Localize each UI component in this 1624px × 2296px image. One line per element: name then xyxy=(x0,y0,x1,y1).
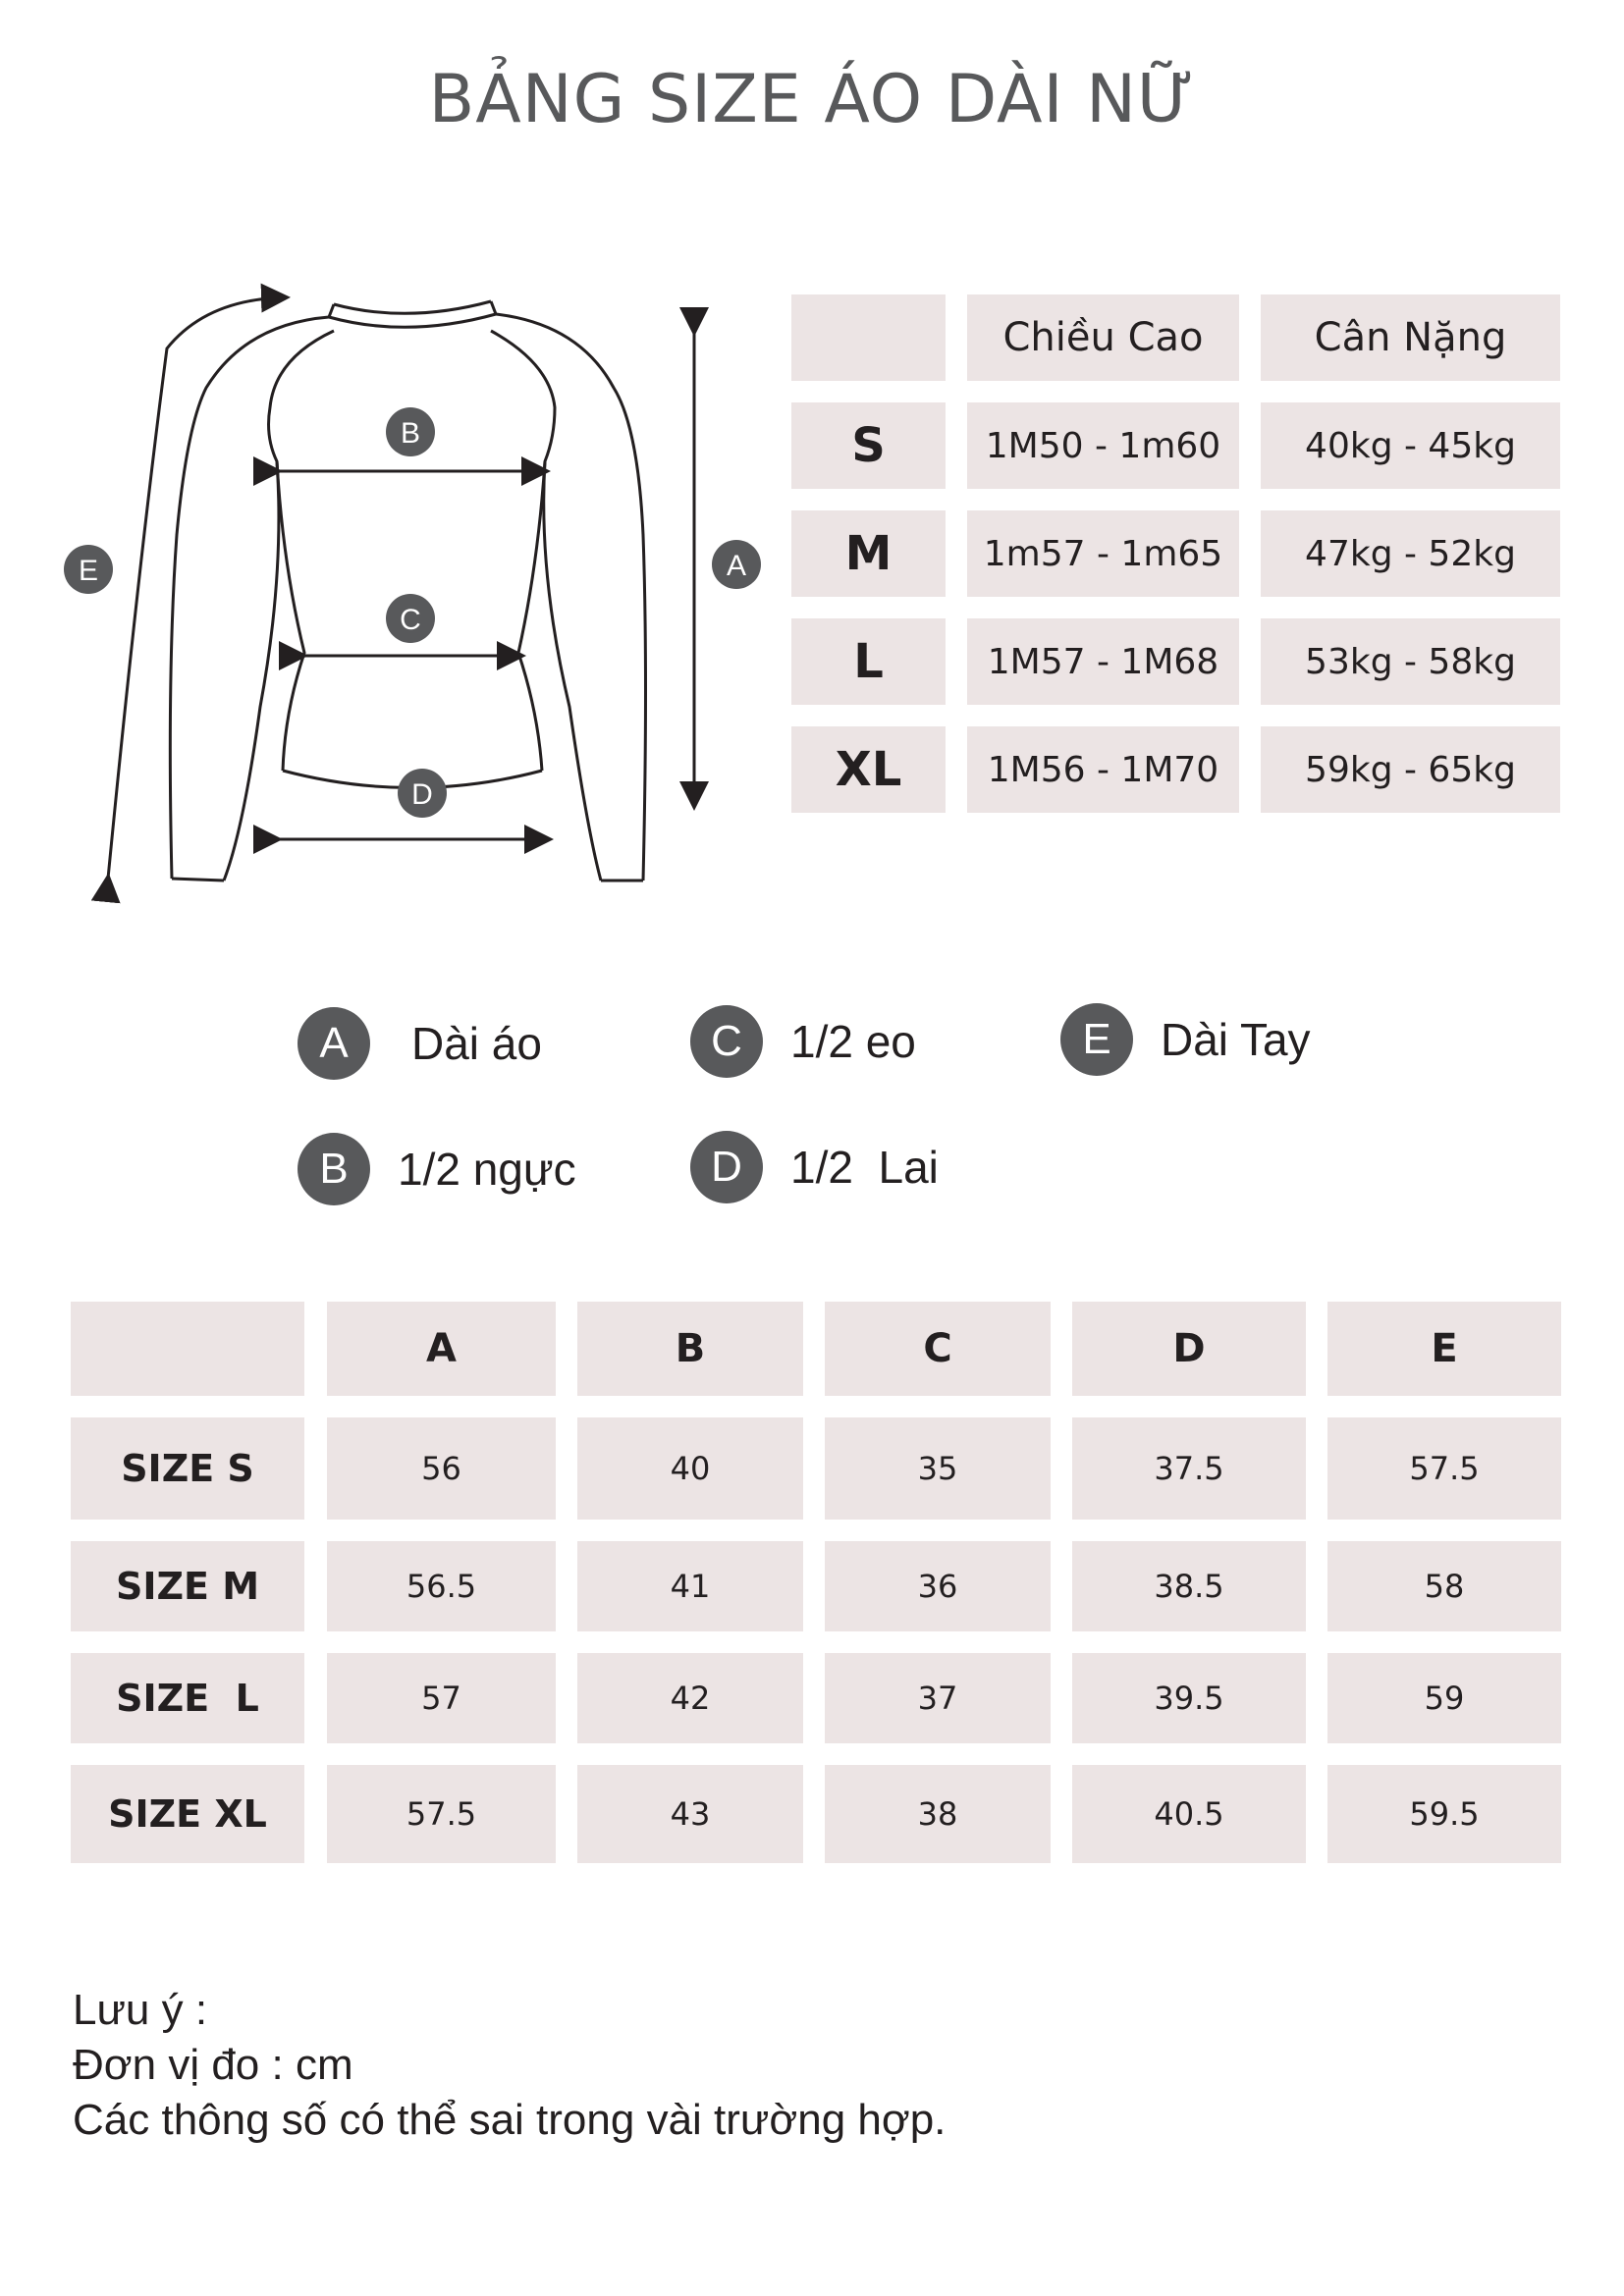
measure-header-empty xyxy=(71,1302,304,1396)
measure-row-l-a: 57 xyxy=(327,1653,556,1743)
size-row-s-label: S xyxy=(791,402,946,489)
size-table-header-weight: Cân Nặng xyxy=(1261,294,1560,381)
size-row-m-weight: 47kg - 52kg xyxy=(1261,510,1560,597)
page-title: BẢNG SIZE ÁO DÀI NỮ xyxy=(428,61,1196,138)
size-row-xl-weight: 59kg - 65kg xyxy=(1261,726,1560,813)
svg-text:A: A xyxy=(726,550,747,582)
size-table-header-height: Chiều Cao xyxy=(967,294,1239,381)
note-disclaimer: Các thông số có thể sai trong vài trường hợp. xyxy=(73,2096,947,2144)
measure-header-b: B xyxy=(577,1302,803,1396)
measure-header-c: C xyxy=(825,1302,1051,1396)
measure-row-xl-a: 57.5 xyxy=(327,1765,556,1863)
measure-row-s-e: 57.5 xyxy=(1327,1417,1561,1520)
measure-row-s-d: 37.5 xyxy=(1072,1417,1306,1520)
legend-badge-b: B xyxy=(298,1133,370,1205)
shirt-diagram xyxy=(49,280,766,908)
size-table-header-empty xyxy=(791,294,946,381)
measure-row-xl-d: 40.5 xyxy=(1072,1765,1306,1863)
marker-e xyxy=(64,545,113,594)
measure-row-xl-b: 43 xyxy=(577,1765,803,1863)
measure-row-m-b: 41 xyxy=(577,1541,803,1631)
legend-badge-c: C xyxy=(690,1005,763,1078)
note-unit: Đơn vị đo : cm xyxy=(73,2041,353,2089)
measure-row-m-c: 36 xyxy=(825,1541,1051,1631)
legend-badge-e: E xyxy=(1060,1003,1133,1076)
legend-item-b xyxy=(298,1133,576,1205)
legend-label-a: Dài áo xyxy=(411,1018,542,1069)
size-row-xl-height: 1M56 - 1M70 xyxy=(967,726,1239,813)
measure-header-d: D xyxy=(1072,1302,1306,1396)
measure-row-s-label: SIZE S xyxy=(71,1417,304,1520)
measure-row-l-d: 39.5 xyxy=(1072,1653,1306,1743)
legend-badge-d: D xyxy=(690,1131,763,1203)
legend-item-e xyxy=(1060,1003,1311,1076)
marker-c xyxy=(386,594,435,643)
size-row-l-height: 1M57 - 1M68 xyxy=(967,618,1239,705)
marker-b xyxy=(386,407,435,456)
measure-row-l-b: 42 xyxy=(577,1653,803,1743)
measure-row-l-label: SIZE L xyxy=(71,1653,304,1743)
measure-header-a: A xyxy=(327,1302,556,1396)
measure-row-m-d: 38.5 xyxy=(1072,1541,1306,1631)
legend-label-b: 1/2 ngực xyxy=(398,1144,576,1195)
marker-d xyxy=(398,769,447,818)
size-row-m-label: M xyxy=(791,510,946,597)
measure-row-m-e: 58 xyxy=(1327,1541,1561,1631)
svg-text:B: B xyxy=(400,417,421,450)
measure-row-m-label: SIZE M xyxy=(71,1541,304,1631)
legend-label-c: 1/2 eo xyxy=(790,1016,916,1067)
measure-row-xl-e: 59.5 xyxy=(1327,1765,1561,1863)
size-row-m-height: 1m57 - 1m65 xyxy=(967,510,1239,597)
size-row-l-label: L xyxy=(791,618,946,705)
legend-item-d xyxy=(690,1131,939,1203)
measure-row-s-c: 35 xyxy=(825,1417,1051,1520)
measure-row-l-e: 59 xyxy=(1327,1653,1561,1743)
measure-row-s-a: 56 xyxy=(327,1417,556,1520)
measure-row-xl-label: SIZE XL xyxy=(71,1765,304,1863)
size-row-xl-label: XL xyxy=(791,726,946,813)
size-row-s-height: 1M50 - 1m60 xyxy=(967,402,1239,489)
measure-row-xl-c: 38 xyxy=(825,1765,1051,1863)
measure-row-s-b: 40 xyxy=(577,1417,803,1520)
notes xyxy=(73,1983,946,2148)
size-row-l-weight: 53kg - 58kg xyxy=(1261,618,1560,705)
legend-label-e: Dài Tay xyxy=(1161,1014,1311,1065)
svg-text:E: E xyxy=(78,555,99,587)
legend-badge-a: A xyxy=(298,1007,370,1080)
measure-header-e: E xyxy=(1327,1302,1561,1396)
note-heading: Lưu ý : xyxy=(73,1986,208,2034)
legend-item-a xyxy=(298,1007,542,1080)
measure-row-m-a: 56.5 xyxy=(327,1541,556,1631)
marker-a xyxy=(712,540,761,589)
svg-text:C: C xyxy=(400,604,421,636)
legend-item-c xyxy=(690,1005,916,1078)
size-row-s-weight: 40kg - 45kg xyxy=(1261,402,1560,489)
legend-label-d: 1/2 Lai xyxy=(790,1142,939,1193)
svg-text:D: D xyxy=(411,778,433,811)
measure-row-l-c: 37 xyxy=(825,1653,1051,1743)
